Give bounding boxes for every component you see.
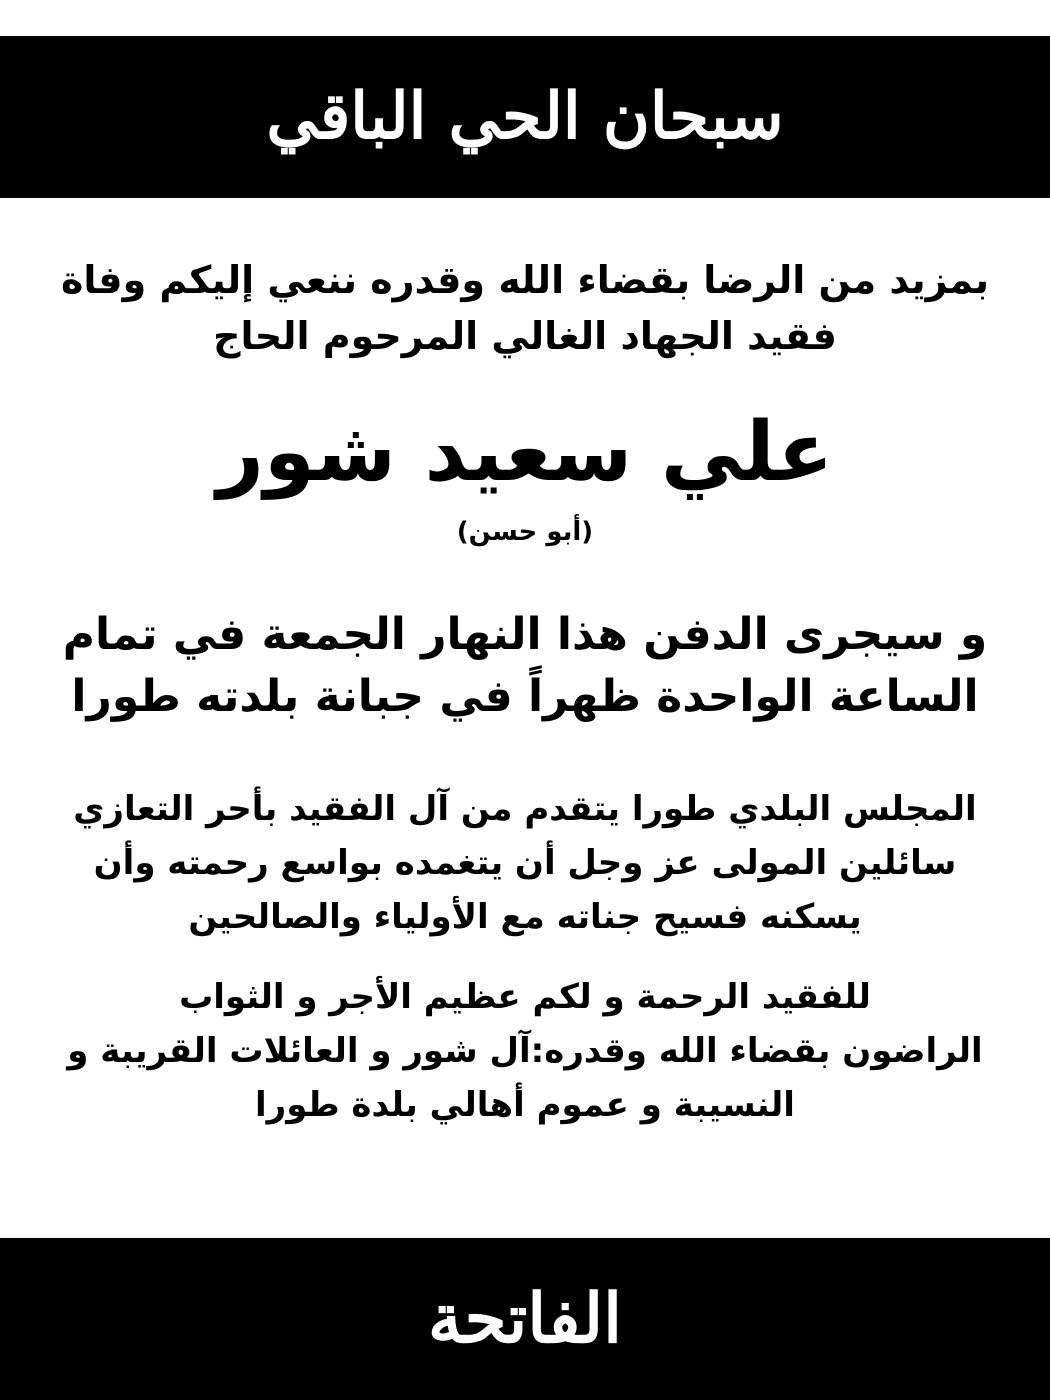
intro-text: [0, 252, 1050, 364]
council-line: سائلين المولى عز وجل أن يتغمده بواسع رحمته وأن: [93, 843, 957, 883]
burial-line: و سيجرى الدفن هذا النهار الجمعة في تمام: [62, 609, 988, 660]
header-title: سبحان الحي الباقي: [266, 79, 784, 154]
council-line: يسكنه فسيح جناته مع الأولياء والصالحين: [188, 897, 862, 937]
header-band: [0, 36, 1050, 198]
deceased-nickname: (أبو حسن): [456, 517, 594, 547]
council-line: المجلس البلدي طورا يتقدم من آل الفقيد بأحر التعازي: [73, 789, 977, 829]
deceased-name: علي سعيد شور: [216, 405, 834, 500]
closing-line: النسيبة و عموم أهالي بلدة طورا: [255, 1085, 795, 1125]
intro-line: بمزيد من الرضا بقضاء الله وقدره ننعي إليكم وفاة: [60, 258, 990, 302]
footer-title: الفاتحة: [428, 1279, 623, 1359]
council-condolence: [0, 782, 1050, 944]
burial-line: الساعة الواحدة ظهراً في جبانة بلدته طورا: [71, 671, 979, 722]
footer-band: [0, 1238, 1050, 1400]
closing-text: [0, 970, 1050, 1132]
closing-line: الراضون بقضاء الله وقدره:آل شور و العائلات القريبة و: [67, 1031, 983, 1071]
intro-line: فقيد الجهاد الغالي المرحوم الحاج: [213, 314, 837, 358]
closing-line: للفقيد الرحمة و لكم عظيم الأجر و الثواب: [179, 977, 871, 1017]
burial-details: [0, 604, 1050, 728]
